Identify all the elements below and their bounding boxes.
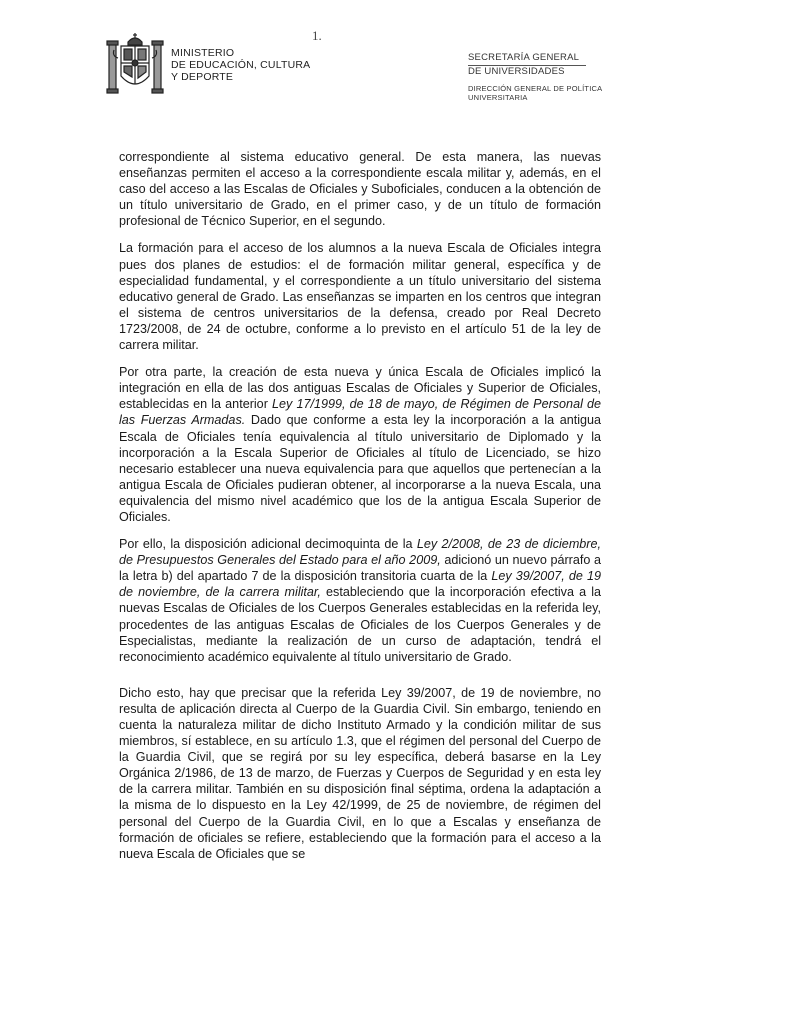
paragraph-4 <box>119 536 601 665</box>
ministry-line: MINISTERIO <box>171 47 235 59</box>
paragraph-2: La formación para el acceso de los alumnos a la nueva Escala de Oficiales integra pues dos planes de estudios: el de formación militar general, específica y de especialidad fundamental, y el correspondiente a un título universitario del sistema educativo general de Grado. Las enseñanzas se imparten en los centros que integran el sistema de centros universitarios de la defensa, creado por Real Decreto 1723/2008, de 24 de octubre, conforme a lo previsto en el artículo 51 de la ley de carrera militar. <box>119 241 601 353</box>
law-citation: Ley 2/2008, de 23 de diciembre, de Presupuestos Generales del Estado para el año 2009, <box>119 537 602 568</box>
ministry-line: Y DEPORTE <box>171 71 234 83</box>
paragraph-text: Dado que conforme a esta ley la incorporación a la antigua Escala de Oficiales tenía equivalencia al título universitario de Diplomado y la incorporación a la Escala Superior de Oficiales al título de Licenciado, se hizo necesario establecer una nueva equivalencia para que aquellos que pertenecían a la antigua Escala de Oficiales pudieran obtener, al incorporarse a la nueva Escala, una equivalencia del mismo nivel académico que los de la antigua Escala Superior de Oficiales. <box>119 413 602 524</box>
paragraph-text: Por ello, la disposición adicional decimoquinta de la <box>119 537 417 552</box>
direccion-line: UNIVERSITARIA <box>468 93 528 102</box>
direccion-line: DIRECCIÓN GENERAL DE POLÍTICA <box>468 84 603 93</box>
spanish-coat-of-arms-icon <box>104 32 166 100</box>
paragraph-text: estableciendo que la incorporación efectiva a la nuevas Escalas de Oficiales de los Cuerpos Generales establecidas en la referida ley, procedentes de las antiguas Escalas de Oficiales de los Cuerpos Generales y de Especialistas, mediante la realización de un curso de adaptación, tendrá el reconocimiento académico equivalente al título universitario de Grado. <box>119 585 602 664</box>
paragraph-text: Por otra parte, la creación de esta nueva y única Escala de Oficiales implicó la integración en ella de las dos antiguas Escalas de Oficiales y Superior de Oficiales, establecidas en la anterior <box>119 365 601 412</box>
secretaria-line: SECRETARÍA GENERAL <box>468 52 580 63</box>
secretaria-line: DE UNIVERSIDADES <box>468 65 565 77</box>
ministry-name <box>171 47 310 83</box>
law-citation: Ley 39/2007, de 19 de noviembre, de la carrera militar, <box>119 569 601 600</box>
document-body <box>119 149 601 873</box>
paragraph-text: adicionó un nuevo párrafo a la letra b) del apartado 7 de la disposición transitoria cuarta de la <box>119 553 601 584</box>
paragraph-5: Dicho esto, hay que precisar que la referida Ley 39/2007, de 19 de noviembre, no resulta de aplicación directa al Cuerpo de la Guardia Civil. Sin embargo, teniendo en cuenta la naturaleza militar de dicho Instituto Armado y la condición militar de sus miembros, sí establece, en su artículo 1.3, que el régimen del personal del Cuerpo de la Guardia Civil, que se regirá por su ley específica, deberá basarse en la Ley Orgánica 2/1986, de 13 de marzo, de Fuerzas y Cuerpos de Seguridad y en esta ley de la carrera militar. También en su disposición final séptima, ordena la adaptación a la misma de lo dispuesto en la Ley 42/1999, de 25 de noviembre, de régimen del personal del Cuerpo de la Guardia Civil, en lo que a Escalas y enseñanza de formación de oficiales se refiere, estableciendo que la formación para el acceso a la nueva Escala de Oficiales que se <box>119 685 601 861</box>
paragraph-3 <box>119 364 601 525</box>
paragraph-1: correspondiente al sistema educativo general. De esta manera, las nuevas enseñanzas permiten el acceso a la correspondiente escala militar y, además, en el caso del acceso a las Escalas de Oficiales y Suboficiales, conducen a la obtención de un título universitario de Grado, en el primer caso, y de un título de formación profesional de Técnico Superior, en el segundo. <box>119 150 601 229</box>
law-citation: Ley 17/1999, de 18 de mayo, de Régimen de Personal de las Fuerzas Armadas. <box>119 397 601 428</box>
secretaria-general <box>468 53 586 77</box>
direccion-general <box>468 84 602 102</box>
ministry-line: DE EDUCACIÓN, CULTURA <box>171 59 311 71</box>
page-mark: 1. <box>312 28 322 43</box>
